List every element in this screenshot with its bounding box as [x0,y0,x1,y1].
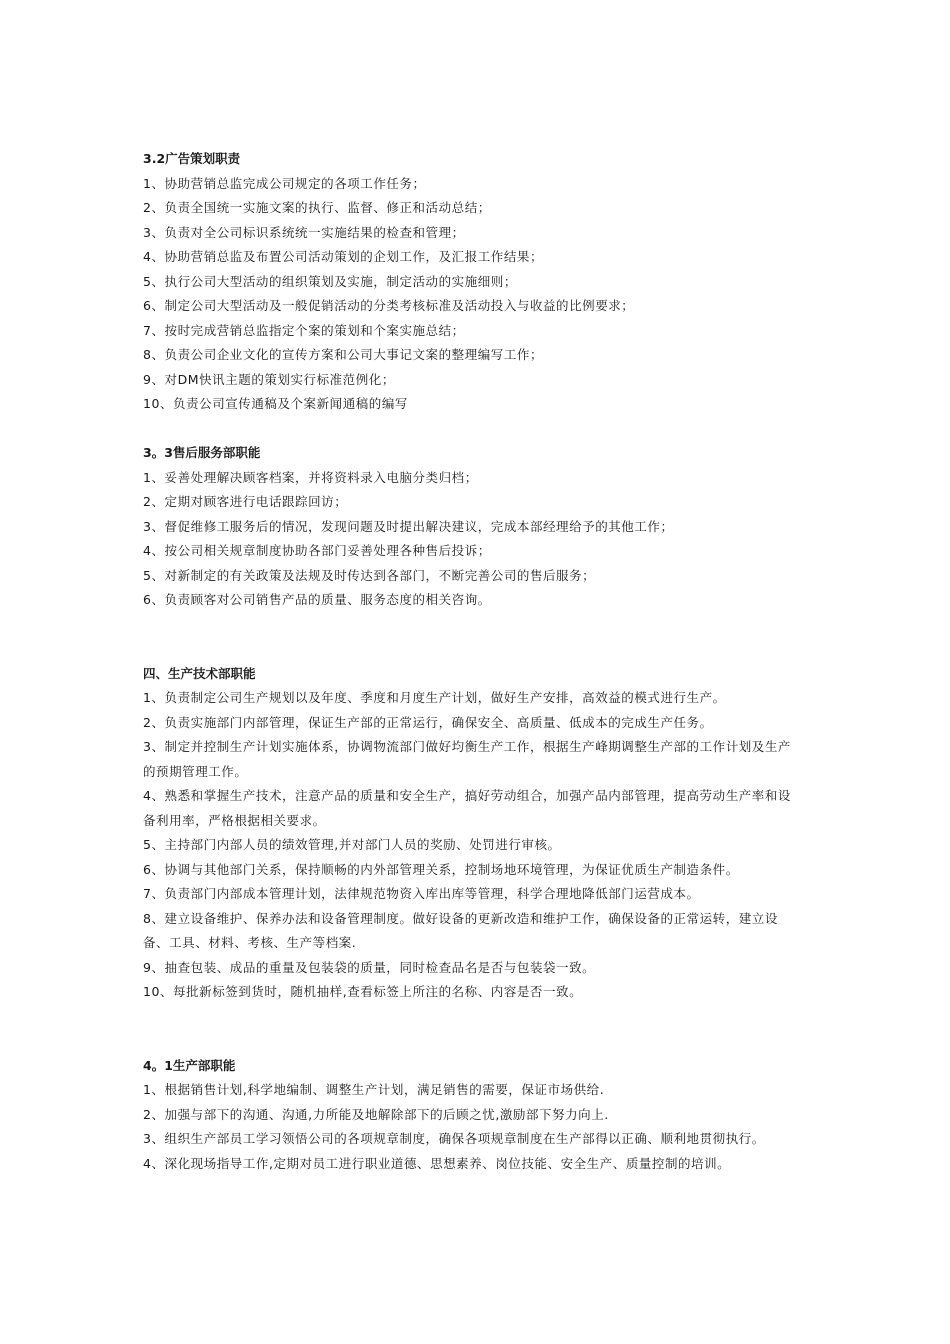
list-item: 2、负责全国统一实施文案的执行、监督、修正和活动总结； [143,200,491,215]
list-item: 10、负责公司宣传通稿及个案新闻通稿的编写 [143,396,408,411]
list-item: 6、负责顾客对公司销售产品的质量、服务态度的相关咨询。 [143,592,491,607]
section-spacer [143,417,803,442]
list-item: 4、深化现场指导工作,定期对员工进行职业道德、思想素养、岗位技能、安全生产、质量控制的培训。 [143,1155,731,1171]
list-item: 7、负责部门内部成本管理计划，法律规范物资入库出库等管理，科学合理地降低部门运营成本。 [143,886,700,901]
list-item: 2、加强与部下的沟通、沟通,力所能及地解除部下的后顾之忧,激励部下努力向上. [143,1106,609,1122]
list-item: 5、对新制定的有关政策及法规及时传达到各部门，不断完善公司的售后服务； [143,567,596,583]
section-production-department [143,1054,803,1177]
list-item: 1、根据销售计划,科学地编制、调整生产计划，满足销售的需要，保证市场供给. [143,1082,605,1097]
list-item: 3、组织生产部员工学习领悟公司的各项规章制度，确保各项规章制度在生产部得以正确、顺利地贯彻执行。 [143,1131,765,1146]
list-item: 2、负责实施部门内部管理，保证生产部的正常运行，确保安全、高质量、低成本的完成生产任务。 [143,714,713,730]
list-item: 3、督促维修工服务后的情况，发现问题及时提出解决建议，完成本部经理给予的其他工作； [143,518,674,534]
list-item: 7、按时完成营销总监指定个案的策划和个案实施总结； [143,322,465,338]
list-item: 3、制定并控制生产计划实施体系，协调物流部门做好均衡生产工作，根据生产峰期调整生产部的工作计划及生产的预期管理工作。 [143,739,791,779]
list-item: 1、协助营销总监完成公司规定的各项工作任务； [143,175,426,191]
section-production-technology [143,662,803,1005]
section-spacer [143,613,803,662]
list-item: 9、抽查包装、成品的重量及包装袋的质量，同时检查品名是否与包装袋一致。 [143,959,596,975]
section-advertising-planning [143,147,803,417]
section-after-sales-service [143,441,803,613]
section-title: 3。3售后服务部职能 [143,445,261,460]
list-item: 4、协助营销总监及布置公司活动策划的企划工作，及汇报工作结果； [143,249,544,264]
section-title: 4。1生产部职能 [143,1057,236,1073]
list-item: 6、协调与其他部门关系，保持顺畅的内外部管理关系，控制场地环境管理，为保证优质生产制造条件。 [143,861,739,877]
list-item: 10、每批新标签到货时，随机抽样,查看标签上所注的名称、内容是否一致。 [143,984,583,999]
list-item: 3、负责对全公司标识系统统一实施结果的检查和管理； [143,224,465,240]
list-item: 8、建立设备维护、保养办法和设备管理制度。做好设备的更新改造和维护工作，确保设备的正常运转，建立设备、工具、材料、考核、生产等档案. [143,910,778,950]
section-title: 3.2广告策划职责 [143,151,241,166]
list-item: 6、制定公司大型活动及一般促销活动的分类考核标准及活动投入与收益的比例要求； [143,298,635,313]
list-item: 5、主持部门内部人员的绩效管理,并对部门人员的奖励、处罚进行审核。 [143,837,561,852]
list-item: 1、负责制定公司生产规划以及年度、季度和月度生产计划，做好生产安排，高效益的模式进行生产。 [143,690,726,705]
list-item: 9、对DM快讯主题的策划实行标准范例化； [143,371,395,387]
document-body [143,147,803,1176]
list-item: 8、负责公司企业文化的宣传方案和公司大事记文案的整理编写工作； [143,347,544,362]
list-item: 4、熟悉和掌握生产技术，注意产品的质量和安全生产，搞好劳动组合，加强产品内部管理，提高劳动生产率和设备利用率，严格根据相关要求。 [143,788,791,828]
list-item: 4、按公司相关规章制度协助各部门妥善处理各种售后投诉； [143,543,491,558]
list-item: 5、执行公司大型活动的组织策划及实施，制定活动的实施细则； [143,273,517,289]
section-title: 四、生产技术部职能 [143,665,256,681]
list-item: 2、定期对顾客进行电话跟踪回访； [143,494,348,509]
section-spacer [143,1005,803,1054]
list-item: 1、妥善处理解决顾客档案，并将资料录入电脑分类归档； [143,469,478,485]
